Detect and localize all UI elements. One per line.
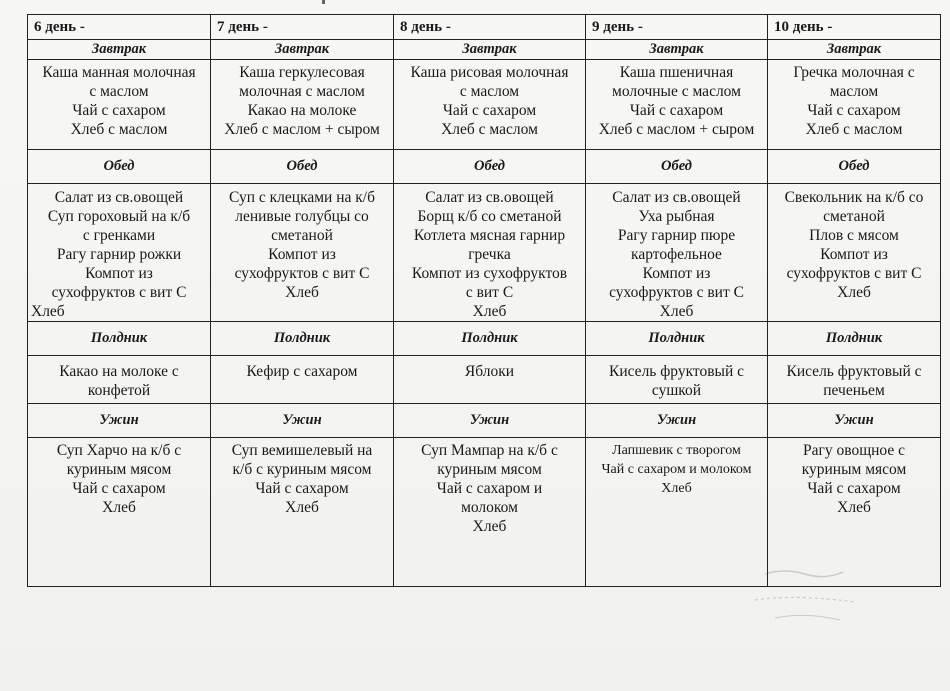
snack-cell <box>394 356 586 404</box>
breakfast-cell <box>394 60 586 150</box>
dish: Какао на молоке с <box>59 363 179 380</box>
dish: Свекольник на к/б со <box>784 189 924 206</box>
meal-label-dinner: Ужин <box>211 404 394 438</box>
meal-label-breakfast: Завтрак <box>586 40 768 60</box>
dish: Хлеб с маслом <box>441 121 538 138</box>
meal-label-snack: Полдник <box>211 322 394 356</box>
meal-label-dinner: Ужин <box>586 404 768 438</box>
dish: Компот из <box>268 246 336 263</box>
lunch-cell <box>28 184 211 322</box>
dish: Чай с сахаром <box>255 480 349 497</box>
meal-label-breakfast: Завтрак <box>211 40 394 60</box>
dish: Суп с клецками на к/б <box>229 189 375 206</box>
dish: Уха рыбная <box>638 208 715 225</box>
dish: Кефир с сахаром <box>246 363 358 380</box>
dish: Рагу гарнир рожки <box>56 246 182 263</box>
menu-table <box>27 14 941 587</box>
dish: молоком <box>461 499 518 516</box>
dish: Суп Харчо на к/б с <box>56 442 182 459</box>
meal-label-lunch: Обед <box>768 150 941 184</box>
dish: куриным мясом <box>801 461 907 478</box>
meal-label-dinner: Ужин <box>28 404 211 438</box>
dish: с маслом <box>459 83 520 100</box>
day-title: 7 день - <box>211 15 394 40</box>
dish: Хлеб <box>102 499 136 516</box>
dish: Рагу овощное с <box>803 442 905 459</box>
dish: сухофруктов с вит С <box>234 265 370 282</box>
dish: Борщ к/б со сметаной <box>417 208 562 225</box>
dish: конфетой <box>87 382 151 399</box>
dish: Хлеб <box>285 499 319 516</box>
dish: Суп гороховый на к/б <box>47 208 191 225</box>
meal-label-lunch: Обед <box>28 150 211 184</box>
breakfast-cell <box>211 60 394 150</box>
dish: Какао на молоке <box>247 102 357 119</box>
dish: Хлеб <box>661 481 692 496</box>
dish: сухофруктов с вит С <box>51 284 187 301</box>
lunch-cell <box>211 184 394 322</box>
meal-label-dinner: Ужин <box>768 404 941 438</box>
lunch-cell <box>394 184 586 322</box>
dish: Чай с сахаром и <box>436 480 543 497</box>
meal-label-breakfast: Завтрак <box>28 40 211 60</box>
dish: Хлеб <box>659 303 694 320</box>
meal-label-snack: Полдник <box>28 322 211 356</box>
dish: Плов с мясом <box>809 227 899 244</box>
dish: Чай с сахаром <box>807 102 901 119</box>
day-title: 8 день - <box>394 15 586 40</box>
dish: Хлеб <box>472 303 507 320</box>
dish: маслом <box>829 83 879 100</box>
snack-cell <box>211 356 394 404</box>
dish: Чай с сахаром <box>807 480 901 497</box>
dish: печеньем <box>823 382 885 399</box>
dish: сметаной <box>823 208 885 225</box>
breakfast-cell <box>28 60 211 150</box>
meal-label-snack: Полдник <box>394 322 586 356</box>
lunch-row <box>28 184 941 322</box>
breakfast-cell <box>768 60 941 150</box>
day-title: 10 день - <box>768 15 941 40</box>
dish: Хлеб <box>472 518 507 535</box>
dinner-cell <box>28 438 211 587</box>
breakfast-cell <box>586 60 768 150</box>
dish: Котлета мясная гарнир <box>413 227 566 244</box>
dish: Компот из сухофруктов <box>411 265 568 282</box>
dish: Чай с сахаром <box>72 102 166 119</box>
snack-row <box>28 356 941 404</box>
dinner-cell <box>586 438 768 587</box>
dish: Чай с сахаром <box>442 102 537 119</box>
dish: молочная с маслом <box>239 83 365 100</box>
dinner-label-row <box>28 404 941 438</box>
dish: Каша геркулесовая <box>239 64 365 81</box>
breakfast-label-row <box>28 40 941 60</box>
dish: Лапшевик с творогом <box>612 443 741 458</box>
dish: ленивые голубцы со <box>235 208 369 225</box>
dish: сметаной <box>271 227 333 244</box>
dish: Кисель фруктовый с <box>786 363 922 380</box>
dinner-cell <box>394 438 586 587</box>
lunch-cell <box>586 184 768 322</box>
dish: с маслом <box>89 83 149 100</box>
dish: Каша рисовая молочная <box>410 64 569 81</box>
dish: Яблоки <box>464 363 515 380</box>
meal-label-dinner: Ужин <box>394 404 586 438</box>
dish: сушкой <box>651 382 702 399</box>
lunch-label-row <box>28 150 941 184</box>
dish: с вит С <box>465 284 514 301</box>
dish: Салат из св.овощей <box>612 189 741 206</box>
snack-cell <box>586 356 768 404</box>
dish: куриным мясом <box>437 461 542 478</box>
dish: Кисель фруктовый с <box>608 363 745 380</box>
dish: Хлеб с маслом + сыром <box>598 121 755 138</box>
snack-label-row <box>28 322 941 356</box>
snack-cell <box>768 356 941 404</box>
dish: Хлеб с маслом + сыром <box>224 121 380 138</box>
dish: Чай с сахаром <box>72 480 166 497</box>
dish: Хлеб с маслом <box>70 121 168 138</box>
day-title: 9 день - <box>586 15 768 40</box>
dish: Гречка молочная с <box>793 64 915 81</box>
meal-label-breakfast: Завтрак <box>394 40 586 60</box>
meal-label-lunch: Обед <box>211 150 394 184</box>
day-title: 6 день - <box>28 15 211 40</box>
dish: Хлеб <box>837 499 871 516</box>
meal-label-snack: Полдник <box>586 322 768 356</box>
dish: с гренками <box>82 227 156 244</box>
day-header-row <box>28 15 941 40</box>
dish: куриным мясом <box>66 461 172 478</box>
dish: Салат из св.овощей <box>425 189 554 206</box>
dish: Компот из <box>85 265 153 282</box>
dish: картофельное <box>631 246 722 263</box>
dish: Каша пшеничная <box>619 64 734 81</box>
dish: Хлеб <box>837 284 871 301</box>
dish: Каша манная молочная <box>42 64 196 81</box>
meal-label-lunch: Обед <box>394 150 586 184</box>
dish: молочные с маслом <box>612 83 741 100</box>
snack-cell <box>28 356 211 404</box>
dish: гречка <box>468 246 511 263</box>
dish: Чай с сахаром и молоком <box>601 462 752 477</box>
dish: Рагу гарнир пюре <box>617 227 736 244</box>
dish: Компот из <box>820 246 888 263</box>
dish: Салат из св.овощей <box>54 189 184 206</box>
faint-stamp-icon <box>745 560 865 630</box>
dish: Суп Мампар на к/б с <box>421 442 558 459</box>
dish: Суп вемишелевый на <box>231 442 373 459</box>
dish: Хлеб с маслом <box>805 121 903 138</box>
meal-label-breakfast: Завтрак <box>768 40 941 60</box>
dish: Хлеб <box>31 303 65 320</box>
scan-speck <box>322 0 325 4</box>
dish: Компот из <box>642 265 711 282</box>
lunch-cell <box>768 184 941 322</box>
dish: сухофруктов с вит С <box>786 265 922 282</box>
dish: Чай с сахаром <box>629 102 724 119</box>
meal-label-lunch: Обед <box>586 150 768 184</box>
meal-label-snack: Полдник <box>768 322 941 356</box>
dish: Хлеб <box>285 284 319 301</box>
breakfast-row <box>28 60 941 150</box>
dinner-cell <box>211 438 394 587</box>
dish: сухофруктов с вит С <box>609 284 744 301</box>
dish: к/б с куриным мясом <box>232 461 372 478</box>
